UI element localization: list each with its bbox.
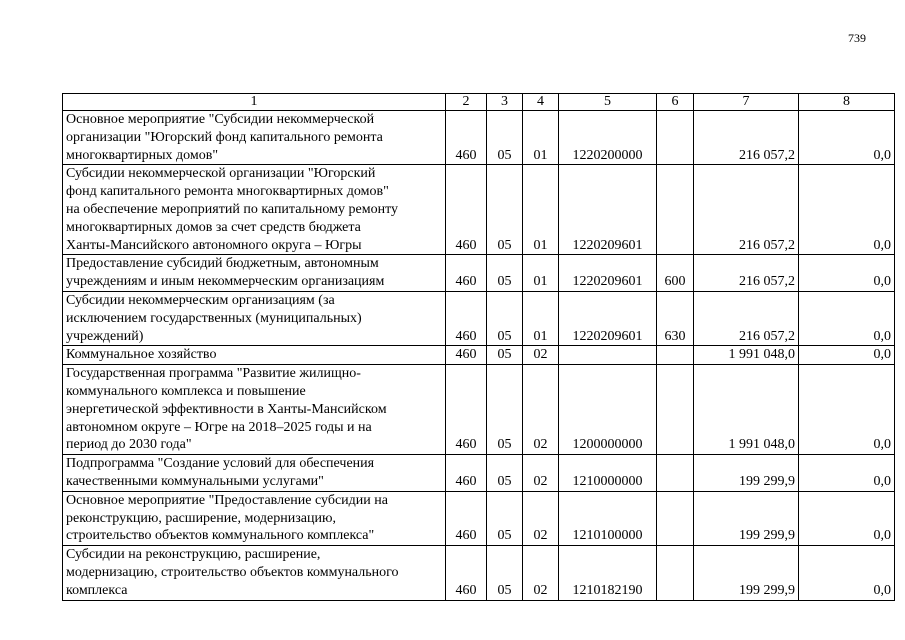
- cell-section: 05: [487, 291, 523, 345]
- cell-amount: 216 057,2: [694, 291, 799, 345]
- row-name: Основное мероприятие "Предоставление субсидии на реконструкцию, расширение, модернизацию, строительство объектов коммунального комплекса": [63, 491, 446, 545]
- table-row: [63, 346, 895, 365]
- cell-code: 460: [446, 165, 487, 255]
- budget-table: [62, 93, 895, 601]
- table-row: [63, 365, 895, 455]
- cell-expense-type: [657, 111, 694, 165]
- cell-subsection: 01: [523, 291, 559, 345]
- cell-amount: 216 057,2: [694, 165, 799, 255]
- cell-code: 460: [446, 365, 487, 455]
- column-header: 8: [799, 94, 895, 111]
- column-header: 5: [559, 94, 657, 111]
- cell-section: 05: [487, 365, 523, 455]
- cell-target: 1220200000: [559, 111, 657, 165]
- row-name: Коммунальное хозяйство: [63, 346, 446, 365]
- table-row: [63, 491, 895, 545]
- cell-expense-type: 630: [657, 291, 694, 345]
- row-name: Субсидии некоммерческой организации "Югорский фонд капитального ремонта многоквартирных домов" на обеспечение мероприятий по капитальному ремонту многоквартирных домов за счет средств бюджета Ханты-Мансийского автономного округа – Югры: [63, 165, 446, 255]
- cell-expense-type: 600: [657, 255, 694, 292]
- cell-amount-2: 0,0: [799, 491, 895, 545]
- table-row: [63, 255, 895, 292]
- table-row: [63, 455, 895, 492]
- table-row: [63, 546, 895, 600]
- column-header: 2: [446, 94, 487, 111]
- row-name: Предоставление субсидий бюджетным, автономным учреждениям и иным некоммерческим организациям: [63, 255, 446, 292]
- cell-code: 460: [446, 346, 487, 365]
- cell-section: 05: [487, 111, 523, 165]
- row-name: Субсидии на реконструкцию, расширение, модернизацию, строительство объектов коммунального комплекса: [63, 546, 446, 600]
- cell-target: 1220209601: [559, 165, 657, 255]
- cell-target: 1220209601: [559, 291, 657, 345]
- cell-amount: 199 299,9: [694, 491, 799, 545]
- cell-amount-2: 0,0: [799, 455, 895, 492]
- cell-amount-2: 0,0: [799, 165, 895, 255]
- cell-target: 1210000000: [559, 455, 657, 492]
- cell-code: 460: [446, 455, 487, 492]
- cell-subsection: 02: [523, 346, 559, 365]
- cell-amount: 199 299,9: [694, 546, 799, 600]
- header-row: [63, 94, 895, 111]
- row-name: Государственная программа "Развитие жилищно- коммунального комплекса и повышение энергетической эффективности в Ханты-Мансийском автономном округе – Югре на 2018–2025 годы и на период до 2030 года": [63, 365, 446, 455]
- cell-section: 05: [487, 255, 523, 292]
- table-row: [63, 111, 895, 165]
- column-header: 1: [63, 94, 446, 111]
- page-number: 739: [848, 31, 866, 45]
- cell-amount: 1 991 048,0: [694, 346, 799, 365]
- cell-target: 1210182190: [559, 546, 657, 600]
- cell-section: 05: [487, 546, 523, 600]
- column-header: 6: [657, 94, 694, 111]
- cell-amount-2: 0,0: [799, 291, 895, 345]
- cell-expense-type: [657, 365, 694, 455]
- cell-section: 05: [487, 165, 523, 255]
- cell-target: 1220209601: [559, 255, 657, 292]
- cell-amount-2: 0,0: [799, 546, 895, 600]
- cell-target: 1210100000: [559, 491, 657, 545]
- cell-section: 05: [487, 346, 523, 365]
- row-name: Субсидии некоммерческим организациям (за исключением государственных (муниципальных) учреждений): [63, 291, 446, 345]
- cell-amount-2: 0,0: [799, 111, 895, 165]
- cell-subsection: 02: [523, 546, 559, 600]
- row-name: Основное мероприятие "Субсидии некоммерческой организации "Югорский фонд капитального ремонта многоквартирных домов": [63, 111, 446, 165]
- cell-subsection: 02: [523, 491, 559, 545]
- column-header: 3: [487, 94, 523, 111]
- cell-code: 460: [446, 255, 487, 292]
- cell-section: 05: [487, 491, 523, 545]
- cell-amount-2: 0,0: [799, 255, 895, 292]
- cell-expense-type: [657, 165, 694, 255]
- cell-target: [559, 346, 657, 365]
- cell-amount-2: 0,0: [799, 365, 895, 455]
- cell-expense-type: [657, 546, 694, 600]
- cell-code: 460: [446, 291, 487, 345]
- cell-amount: 216 057,2: [694, 111, 799, 165]
- cell-subsection: 01: [523, 255, 559, 292]
- cell-target: 1200000000: [559, 365, 657, 455]
- cell-section: 05: [487, 455, 523, 492]
- cell-code: 460: [446, 111, 487, 165]
- table-row: [63, 165, 895, 255]
- column-header: 4: [523, 94, 559, 111]
- cell-code: 460: [446, 491, 487, 545]
- cell-expense-type: [657, 346, 694, 365]
- cell-expense-type: [657, 491, 694, 545]
- cell-amount: 199 299,9: [694, 455, 799, 492]
- table-row: [63, 291, 895, 345]
- column-header: 7: [694, 94, 799, 111]
- cell-amount: 1 991 048,0: [694, 365, 799, 455]
- cell-subsection: 02: [523, 455, 559, 492]
- cell-amount: 216 057,2: [694, 255, 799, 292]
- cell-subsection: 01: [523, 111, 559, 165]
- cell-expense-type: [657, 455, 694, 492]
- cell-subsection: 02: [523, 365, 559, 455]
- cell-subsection: 01: [523, 165, 559, 255]
- cell-amount-2: 0,0: [799, 346, 895, 365]
- row-name: Подпрограмма "Создание условий для обеспечения качественными коммунальными услугами": [63, 455, 446, 492]
- cell-code: 460: [446, 546, 487, 600]
